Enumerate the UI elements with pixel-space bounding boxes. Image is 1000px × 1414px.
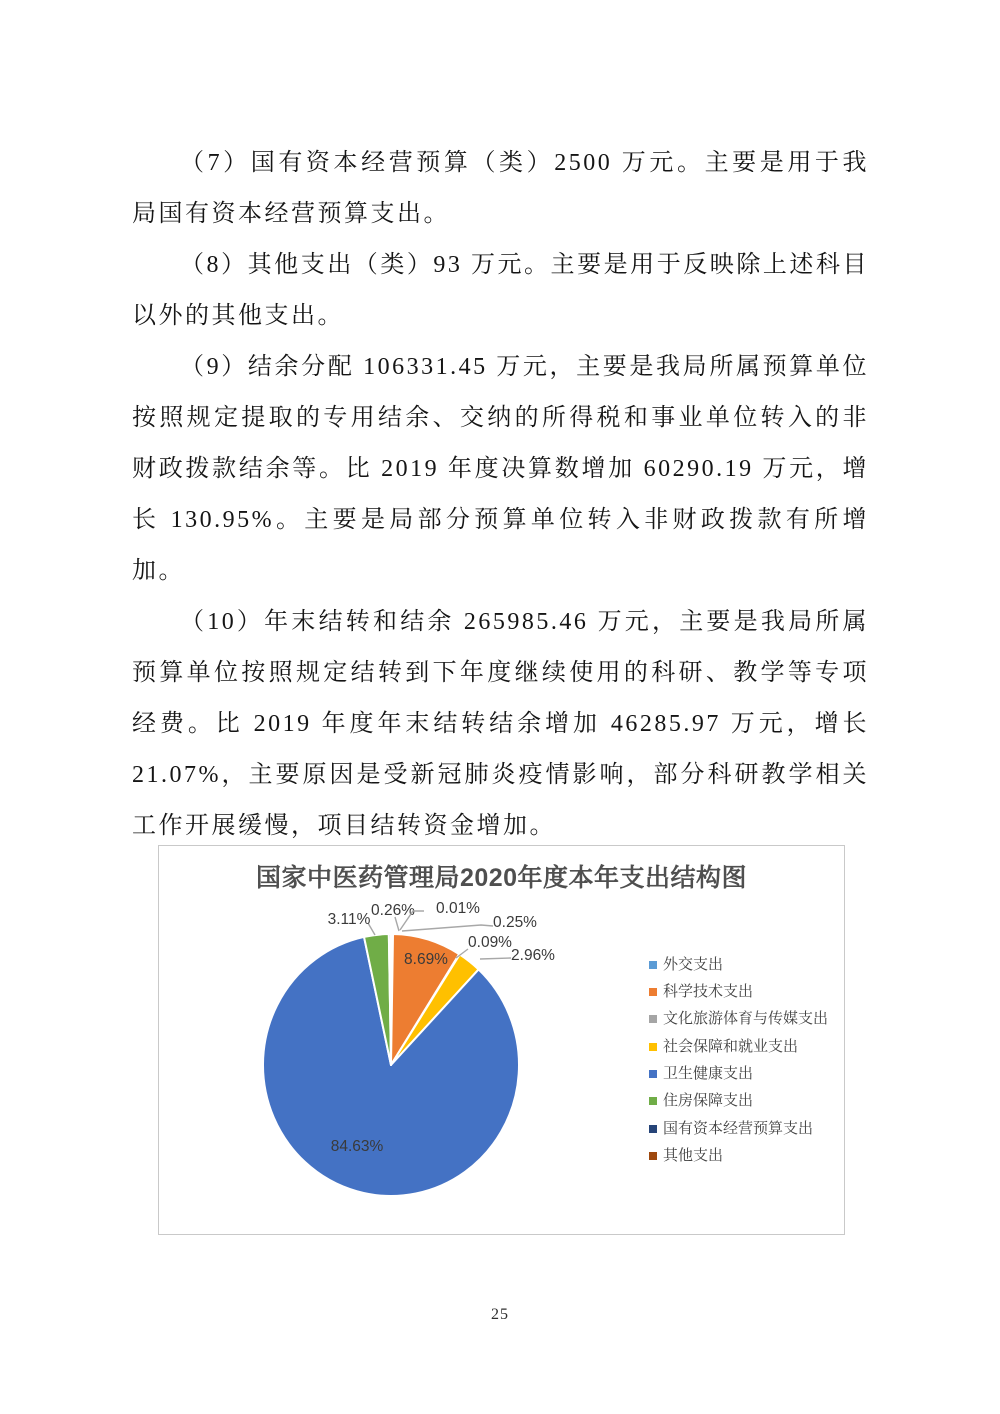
- legend-item-2: [649, 1010, 828, 1028]
- legend-label: 其他支出: [663, 1147, 724, 1164]
- page-number: 25: [491, 1306, 509, 1323]
- pie-leader-line-3: [480, 958, 511, 959]
- expenditure-structure-chart: [158, 845, 845, 1235]
- legend-label: 科学技术支出: [663, 983, 754, 1000]
- legend-label: 社会保障和就业支出: [663, 1038, 799, 1055]
- paragraph-item-9: （9）结余分配 106331.45 万元，主要是我局所属预算单位按照规定提取的专用结余、交纳的所得税和事业单位转入的非财政拨款结余等。比 2019 年度决算数增加 60290.19 万元，增长 130.95%。主要是局部分预算单位转入非财政拨款有所增加。: [132, 354, 869, 584]
- pie-value-label-1: 8.69%: [404, 951, 448, 968]
- legend-item-0: [649, 956, 723, 974]
- legend-label: 文化旅游体育与传媒支出: [663, 1010, 829, 1027]
- pie-value-label-7: 0.01%: [436, 900, 480, 917]
- legend-item-6: [649, 1120, 813, 1138]
- paragraph-item-10: （10）年末结转和结余 265985.46 万元，主要是我局所属预算单位按照规定结转到下年度继续使用的科研、教学等专项经费。比 2019 年度年末结转结余增加 46285.97 万元，增长 21.07%，主要原因是受新冠肺炎疫情影响，部分科研教学相关工作开展缓慢，项目结转资金增加。: [132, 609, 869, 839]
- paragraph-item-7: （7）国有资本经营预算（类）2500 万元。主要是用于我局国有资本经营预算支出。: [132, 150, 869, 227]
- legend-label: 住房保障支出: [663, 1092, 754, 1109]
- legend-swatch-icon: [649, 988, 657, 996]
- legend-swatch-icon: [649, 1125, 657, 1133]
- chart-title: 国家中医药管理局2020年度本年支出结构图: [255, 864, 748, 892]
- legend-label: 国有资本经营预算支出: [663, 1120, 814, 1137]
- legend-item-3: [649, 1038, 798, 1056]
- legend-item-5: [649, 1092, 753, 1110]
- legend-swatch-icon: [649, 1015, 657, 1023]
- pie-value-label-5: 3.11%: [327, 911, 371, 928]
- legend-swatch-icon: [649, 961, 657, 969]
- pie-leader-line-6: [395, 917, 399, 931]
- pie-value-label-3: 2.96%: [511, 947, 555, 964]
- legend-label: 外交支出: [663, 956, 724, 973]
- body-text: [132, 138, 869, 852]
- legend-item-1: [649, 983, 753, 1001]
- pie-value-label-0: 0.25%: [493, 914, 537, 931]
- pie-leader-line-0: [402, 925, 493, 931]
- legend-swatch-icon: [649, 1097, 657, 1105]
- legend-item-4: [649, 1065, 753, 1083]
- paragraph-item-8: （8）其他支出（类）93 万元。主要是用于反映除上述科目以外的其他支出。: [132, 252, 869, 329]
- legend-swatch-icon: [649, 1070, 657, 1078]
- legend-label: 卫生健康支出: [663, 1065, 754, 1082]
- legend-item-7: [649, 1147, 723, 1165]
- pie-value-label-4: 84.63%: [330, 1138, 384, 1155]
- legend-swatch-icon: [649, 1152, 657, 1160]
- pie-value-label-6: 0.26%: [371, 902, 415, 919]
- legend-swatch-icon: [649, 1043, 657, 1051]
- pie-value-label-2: 0.09%: [468, 934, 512, 951]
